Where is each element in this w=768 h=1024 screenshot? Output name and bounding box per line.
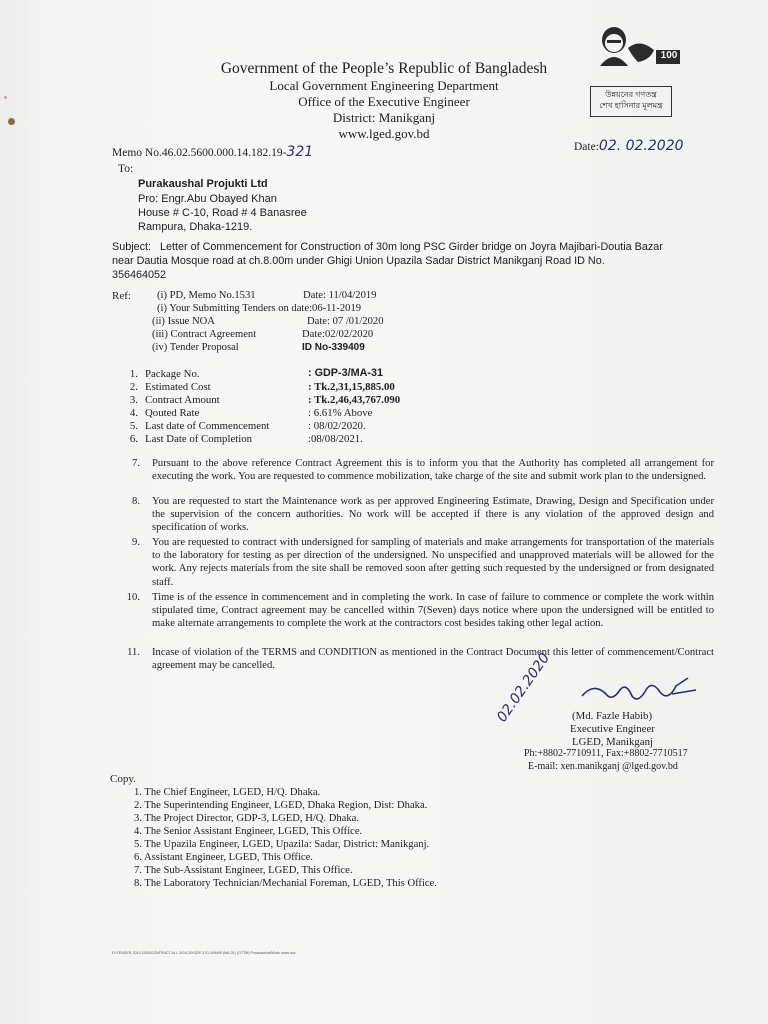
signature-name-scribble	[610, 680, 616, 681]
ref-item-key: (iii) Contract Agreement	[152, 329, 257, 340]
signature-scribble	[576, 672, 706, 712]
ref-item-val: Date:02/02/2020	[302, 329, 374, 340]
ref-item	[152, 342, 452, 355]
copy-item: 6. Assistant Engineer, LGED, This Office.	[134, 852, 313, 863]
memo-line	[112, 144, 313, 160]
signature-date-note: 02.02.2020	[494, 650, 554, 726]
clause-paragraph	[118, 591, 714, 631]
detail-number: 2.	[129, 381, 138, 393]
signatory-email: E-mail: xen.manikganj @lged.gov.bd	[528, 761, 678, 772]
district-heading: District: Manikganj	[332, 110, 436, 125]
copy-item: 1. The Chief Engineer, LGED, H/Q. Dhaka.	[134, 787, 321, 798]
clause-text: Pursuant to the above reference Contract Agreement this is to inform you that the Authority has completed all arrangement for executing the work. You are requested to commence mobilization, take charge of the site and submit work plan to the undersigned.	[152, 458, 714, 483]
copy-item: 3. The Project Director, GDP-3, LGED, H/Q. Dhaka.	[134, 813, 360, 824]
clause-paragraph	[118, 495, 714, 535]
detail-number: 4.	[129, 407, 138, 419]
memo-number: 321	[286, 144, 314, 160]
detail-row	[112, 381, 532, 394]
detail-row	[112, 433, 532, 446]
detail-label: Package No.	[145, 368, 200, 380]
detail-label: Qouted Rate	[145, 407, 200, 419]
detail-number: 1.	[129, 368, 138, 380]
government-heading: Government of the People’s Republic of Bangladesh	[220, 60, 548, 77]
office-heading: Office of the Executive Engineer	[298, 94, 470, 109]
detail-value: : 6.61% Above	[308, 407, 373, 419]
footer-file-path: D:\TENDER-2019-2020\CONTRACT ALL-2019-20\GDP-3 ID-349409 (MA-31) (OTTM) Purakaushal\Work order.doc	[112, 951, 296, 955]
signatory-title: Executive Engineer	[570, 723, 655, 735]
to-label: To:	[118, 163, 134, 175]
website-text: www.lged.gov.bd	[338, 126, 430, 141]
slogan-stamp	[590, 86, 672, 117]
detail-value: : Tk.2,46,43,767.090	[308, 394, 401, 406]
detail-row	[112, 368, 532, 381]
detail-number: 5.	[129, 420, 138, 432]
copy-item: 8. The Laboratory Technician/Mechanial Foreman, LGED, This Office.	[134, 878, 437, 889]
ref-item-val: ID No-339409	[302, 342, 365, 353]
addressee-line-3: Rampura, Dhaka-1219.	[138, 221, 253, 233]
clause-text: Time is of the essence in commencement and in completing the work. In case of failure to commence or complete the work within stipulated time, Contract agreement may be cancelled within 7(Seven) days notice where upon the undersigned will be entitled to make alternate arrangements to complete the work at the contractors cost besides taking other legal action.	[152, 592, 714, 630]
ref-item-key: (ii) Issue NOA	[152, 316, 215, 327]
clause-number: 9.	[132, 537, 140, 548]
copy-label: Copy.	[110, 773, 136, 785]
ref-item	[157, 303, 361, 314]
clause-paragraph	[118, 646, 714, 672]
clause-number: 8.	[132, 496, 140, 507]
subject-line-1: Letter of Commencement for Construction of 30m long PSC Girder bridge on Joyra Majibari-Doutia Bazar	[160, 241, 663, 253]
date-value: 02. 02.2020	[598, 138, 684, 154]
date-label: Date:	[574, 141, 599, 153]
memo-prefix: Memo No.46.02.5600.000.14.182.19-	[112, 147, 287, 159]
logo-badge-text: 100	[660, 50, 678, 61]
detail-number: 3.	[129, 394, 138, 406]
detail-label: Estimated Cost	[145, 381, 211, 393]
clause-number: 7.	[132, 458, 140, 469]
signatory-org: LGED, Manikganj	[572, 736, 653, 748]
detail-number: 6.	[129, 433, 138, 445]
detail-label: Last Date of Completion	[145, 433, 253, 445]
clause-number: 11.	[127, 647, 140, 658]
ref-item-val: Date: 11/04/2019	[303, 290, 377, 301]
clause-text: You are requested to start the Maintenance work as per approved Engineering Estimate, Drawing, Design and Specification under the supervision of the concern authorities. No work will be accepted if there is any violation of the approved design and specification of works.	[152, 496, 714, 534]
copy-item: 7. The Sub-Assistant Engineer, LGED, This Office.	[134, 865, 353, 876]
department-heading: Local Government Engineering Department	[269, 78, 499, 93]
ref-item	[152, 316, 452, 329]
ref-item-val: Date: 07 /01/2020	[307, 316, 384, 327]
ref-item-key: (iv) Tender Proposal	[152, 342, 239, 353]
clause-paragraph	[118, 536, 714, 589]
date-line	[574, 138, 684, 154]
addressee-company: Purakaushal Projukti Ltd	[138, 178, 268, 190]
addressee-line-2: House # C-10, Road # 4 Banasree	[138, 207, 307, 219]
detail-row	[112, 394, 532, 407]
subject-label: Subject:	[112, 241, 152, 253]
clause-number: 10.	[126, 592, 140, 603]
copy-item: 2. The Superintending Engineer, LGED, Dhaka Region, Dist: Dhaka.	[134, 800, 428, 811]
ref-item-key: (i) PD, Memo No.1531	[157, 290, 256, 301]
detail-row	[112, 420, 532, 433]
copy-item: 4. The Senior Assistant Engineer, LGED, This Office.	[134, 826, 363, 837]
subject-line-3: 356464052	[112, 269, 167, 281]
ref-item-key: (i) Your Submitting Tenders on date:06-11-2019	[157, 303, 362, 314]
clause-text: You are requested to contract with undersigned for sampling of materials and make arrangements for transportation of the materials to the laboratory for testing as per direction of the undersigned. No unspecified and unapproved materials will be allowed for the work. Any rejects materials from the site shall be removed soon after getting such requested by the undersigned or from designated staff.	[152, 537, 714, 588]
stamp-line-1: উন্নয়নের গণতন্ত্র	[605, 90, 657, 99]
ref-label: Ref:	[112, 290, 131, 302]
detail-value: : Tk.2,31,15,885.00	[308, 381, 395, 393]
clause-text: Incase of violation of the TERMS and CONDITION as mentioned in the Contract Document this letter of commencement/Contract agreement may be cancelled.	[152, 647, 714, 672]
detail-label: Contract Amount	[145, 394, 220, 406]
portrait-logo-icon	[592, 22, 684, 70]
detail-value: : GDP-3/MA-31	[308, 367, 383, 379]
signatory-phone: Ph:+8802-7710911, Fax:+8802-7710517	[524, 748, 688, 759]
addressee-line-1: Pro: Engr.Abu Obayed Khan	[138, 193, 277, 205]
detail-row	[112, 407, 532, 420]
copy-item: 5. The Upazila Engineer, LGED, Upazila: Sadar, District: Manikganj.	[134, 839, 430, 850]
detail-label: Last date of Commencement	[145, 420, 270, 432]
ref-item	[152, 329, 452, 342]
ref-item	[157, 290, 457, 303]
signatory-name: (Md. Fazle Habib)	[572, 710, 653, 722]
detail-value: : 08/02/2020.	[308, 420, 366, 432]
stamp-line-2: শেখ হাসিনার মূলমন্ত্র	[599, 101, 663, 110]
clause-paragraph	[118, 457, 714, 483]
subject-line-2: near Dautia Mosque road at ch.8.00m under Ghigi Union Upazila Sadar District Manikganj Road ID No.	[112, 255, 605, 267]
detail-value: :08/08/2021.	[308, 433, 363, 445]
